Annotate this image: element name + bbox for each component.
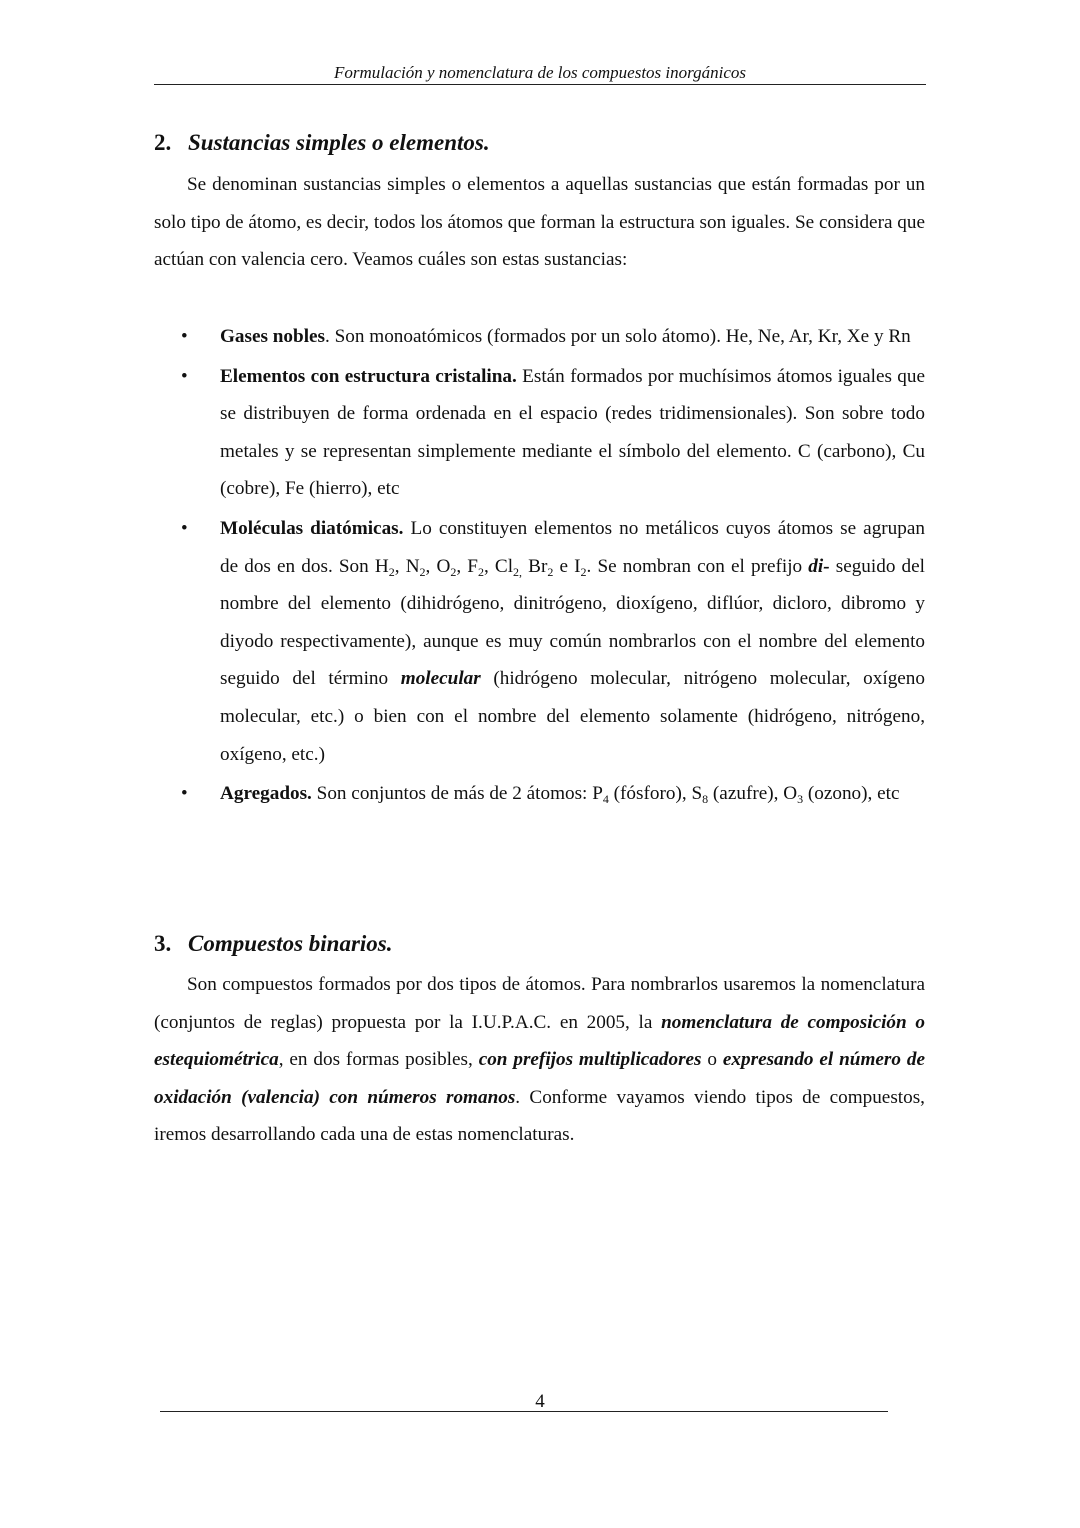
- formula-n2: $N_2$: [405, 555, 426, 579]
- section-3-text-3: o: [701, 1049, 723, 1071]
- section-3-paragraph: [154, 966, 925, 1154]
- term-agregados: Agregados.: [220, 783, 312, 805]
- formula-cl2: $Cl_2$: [494, 555, 520, 579]
- formula-p4: $P_4$: [592, 783, 609, 807]
- bullet-icon: •: [181, 783, 188, 805]
- section-3-number: 3.: [154, 931, 172, 956]
- formula-o3: $O_3$: [783, 783, 804, 807]
- running-header: Formulación y nomenclatura de los compuestos inorgánicos: [333, 63, 747, 82]
- formula-br2: $Br_2$: [528, 555, 554, 579]
- term-numero-oxidacion: expresando el número de oxidación (valencia) con números romanos: [154, 1049, 925, 1108]
- term-nomenclatura-composicion: nomenclatura de composición o estequiométrica: [154, 1011, 925, 1071]
- name-fosforo: (fósforo),: [608, 783, 692, 805]
- text-diatomicas-4: (hidrógeno molecular, nitrógeno molecular, oxígeno molecular, etc.) o bien con el nombre del elemento solamente (hidrógeno, nitrógeno, oxígeno, etc.): [220, 668, 925, 765]
- simple-substances-list: [154, 318, 925, 815]
- header-rule: [154, 84, 926, 85]
- term-estructura-cristalina: Elementos con estructura cristalina.: [220, 365, 517, 387]
- text-gases-nobles: . Son monoatómicos (formados por un solo átomo). He, Ne, Ar, Kr, Xe y Rn: [325, 326, 911, 347]
- formula-h2: $H_2$: [374, 555, 395, 579]
- text-diatomicas-1: Lo constituyen elementos no metálicos cuyos átomos se agrupan de dos en dos. Son: [220, 517, 925, 577]
- formula-i2: $I_2$: [574, 555, 587, 579]
- section-2-intro: Se denominan sustancias simples o elementos a aquellas sustancias que están formadas por un solo tipo de átomo, es decir, todos los átomos que forman la estructura son iguales. Se considera que actúan con valencia cero. Veamos cuáles son estas sustancias:: [154, 174, 925, 271]
- list-item-estructura-cristalina: [154, 358, 925, 508]
- prefix-di: di-: [808, 555, 830, 577]
- term-prefijos-multiplicadores: con prefijos multiplicadores: [478, 1049, 702, 1071]
- section-3-text-1: Son compuestos formados por dos tipos de átomos. Para nombrarlos usaremos la nomenclatura (conjuntos de reglas) propuesta por la I.U.P.A.C. en 2005, la: [154, 974, 925, 1033]
- section-2-number: 2.: [154, 130, 172, 155]
- bullet-icon: •: [181, 365, 188, 387]
- list-item-gases-nobles: [154, 318, 925, 356]
- text-diatomicas-2: . Se nombran con el prefijo: [586, 555, 809, 577]
- footer-rule: [160, 1411, 888, 1412]
- term-moleculas-diatomicas: Moléculas diatómicas.: [220, 517, 404, 539]
- section-2-title: Sustancias simples o elementos.: [188, 130, 490, 155]
- formula-f2: $F_2$: [467, 555, 484, 579]
- term-molecular: molecular: [400, 668, 481, 690]
- name-ozono: (ozono), etc: [803, 783, 900, 805]
- text-estructura-cristalina: Están formados por muchísimos átomos iguales que se distribuyen de forma ordenada en el espacio (redes tridimensionales). Son sobre todo metales y se representan simplemente mediante el símbolo del elemento. C (carbono), Cu (cobre), Fe (hierro), etc: [220, 365, 925, 500]
- list-item-moleculas-diatomicas: • Moléculas diatómicas. Lo constituyen elementos no metálicos cuyos átomos se agrupan de dos en dos. Son $H_2$, $N_2$, $O_2$, $F_2$, $Cl_{2,}$ $Br_2$ e $I_2$. Se nombran con el prefijo di- seguido del nombre del elemento (dihidrógeno, dinitrógeno, dioxígeno, diflúor, dicloro, dibromo y diyodo respectivamente), aunque es muy común nombrarlos con el nombre del elemento seguido del término molecular (hidrógeno molecular, nitrógeno molecular, oxígeno molecular, etc.) o bien con el nombre del elemento solamente (hidrógeno, nitrógeno, oxígeno, etc.): [154, 510, 925, 773]
- section-3-text-2: , en dos formas posibles,: [278, 1049, 479, 1071]
- bullet-icon: •: [181, 517, 188, 539]
- formula-o2: $O_2$: [436, 555, 457, 579]
- formula-s8: $S_8$: [691, 783, 709, 807]
- list-item-agregados: [154, 775, 925, 813]
- text-agregados-1: Son conjuntos de más de 2 átomos:: [311, 783, 593, 805]
- section-3-heading: [154, 929, 393, 959]
- text-diatomicas-3: seguido del nombre del elemento (dihidrógeno, dinitrógeno, dioxígeno, diflúor, dicloro, dibromo y diyodo respectivamente), aunque es muy común nombrarlos con el nombre del elemento seguido del término: [220, 555, 926, 690]
- section-2-heading: [154, 128, 490, 158]
- bullet-icon: •: [181, 326, 188, 347]
- section-3-text-4: . Conforme vayamos viendo tipos de compuestos, iremos desarrollando cada una de estas nomenclaturas.: [154, 1086, 925, 1146]
- page-number: 4: [535, 1391, 545, 1412]
- term-gases-nobles: Gases nobles: [220, 326, 326, 347]
- name-azufre: (azufre),: [708, 783, 784, 805]
- section-3-title: Compuestos binarios.: [188, 931, 393, 956]
